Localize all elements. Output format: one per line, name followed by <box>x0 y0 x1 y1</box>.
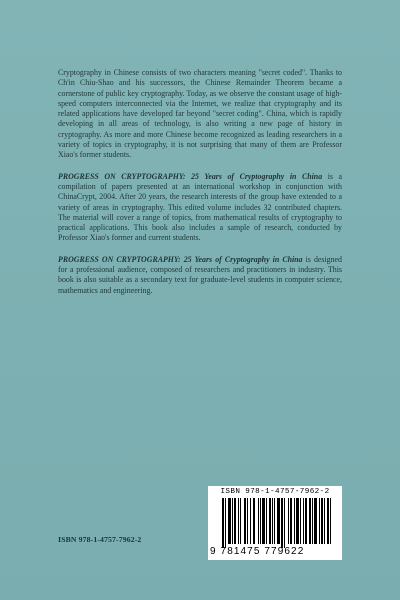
barcode-bar <box>303 498 304 544</box>
barcode-bar <box>240 498 241 544</box>
book-title-emphasis: PROGRESS ON CRYPTOGRAPHY: 25 Years of Cryptography in China <box>58 171 323 181</box>
description-paragraph-1: Cryptography in Chinese consists of two characters meaning "secret coded". Thanks to Ch'in Chiu-Shao and his successors, the Chinese Remainder Theorem became a cornerstone of public key cryptography. Today, as we observe the constant usage of high-speed computers interconnected via the Internet, we realize that cryptography and its related applications have developed far beyond "secret coding". China, which is rapidly developing in all areas of technology, is also writing a new page of history in cryptography. As more and more Chinese become recognized as leading researchers in a variety of topics in cryptography, it is not surprising that many of them are Professor Xiao's former students. <box>58 68 342 160</box>
barcode-bar <box>247 498 248 544</box>
barcode-bar <box>238 498 239 544</box>
barcode-bar <box>277 498 280 544</box>
barcode-bar <box>312 498 313 544</box>
barcode-bar <box>284 498 285 548</box>
barcode-bar <box>260 498 261 544</box>
barcode-bar <box>288 498 289 544</box>
barcode-bar <box>296 498 299 544</box>
barcode-bar <box>294 498 295 544</box>
barcode-bar <box>319 498 320 544</box>
barcode-bar <box>314 498 317 544</box>
description-text <box>58 68 342 307</box>
barcode-bar <box>330 498 331 544</box>
barcode-bar <box>244 498 246 544</box>
barcode-bar <box>274 498 275 544</box>
barcode-bar <box>305 498 307 544</box>
barcode-bar <box>258 498 259 544</box>
isbn-label: ISBN 978-1-4757-7962-2 <box>58 535 142 544</box>
barcode-bar <box>228 498 231 544</box>
barcode-bar <box>253 498 255 544</box>
barcode-isbn-text: ISBN 978-1-4757-7962-2 <box>220 488 330 496</box>
barcode-bar <box>327 498 329 544</box>
barcode-bar <box>232 498 233 544</box>
barcode <box>208 486 342 560</box>
barcode-bar <box>281 498 283 548</box>
barcode-bar <box>250 498 251 544</box>
barcode-bar <box>300 498 301 544</box>
barcode-bar <box>266 498 267 544</box>
barcode-bar <box>262 498 265 544</box>
barcode-bar <box>222 498 224 548</box>
barcode-bars <box>222 498 334 548</box>
barcode-bar <box>234 498 236 544</box>
paragraph-3-body: is designed for a professional audience, composed of researchers and practitioners in industry. This book is also suitable as a secondary text for graduate-level students in computer science, mathematics and engineering. <box>58 254 343 295</box>
barcode-bar <box>272 498 273 544</box>
description-paragraph-2 <box>58 172 342 244</box>
description-paragraph-3 <box>58 255 342 296</box>
barcode-bar <box>321 498 323 544</box>
barcode-bar <box>225 498 226 548</box>
paragraph-2-body: is a compilation of papers presented at an international workshop in conjunction with ChinaCrypt, 2004. After 20 years, the research interests of the group have extended to a variety of areas in cryptography. This edited volume includes 32 contributed chapters. The material will cover a range of topics, from mathematical results of cryptography to practical applications. This book also includes a sample of research, conducted by Professor Xiao's former and current students. <box>58 171 343 243</box>
book-title-emphasis: PROGRESS ON CRYPTOGRAPHY: 25 Years of Cryptography in China <box>58 254 303 264</box>
barcode-bar <box>269 498 271 544</box>
barcode-bar <box>290 498 292 544</box>
barcode-bar <box>324 498 325 544</box>
barcode-bar <box>309 498 311 544</box>
barcode-digits: 9 781475 779622 <box>210 546 305 557</box>
